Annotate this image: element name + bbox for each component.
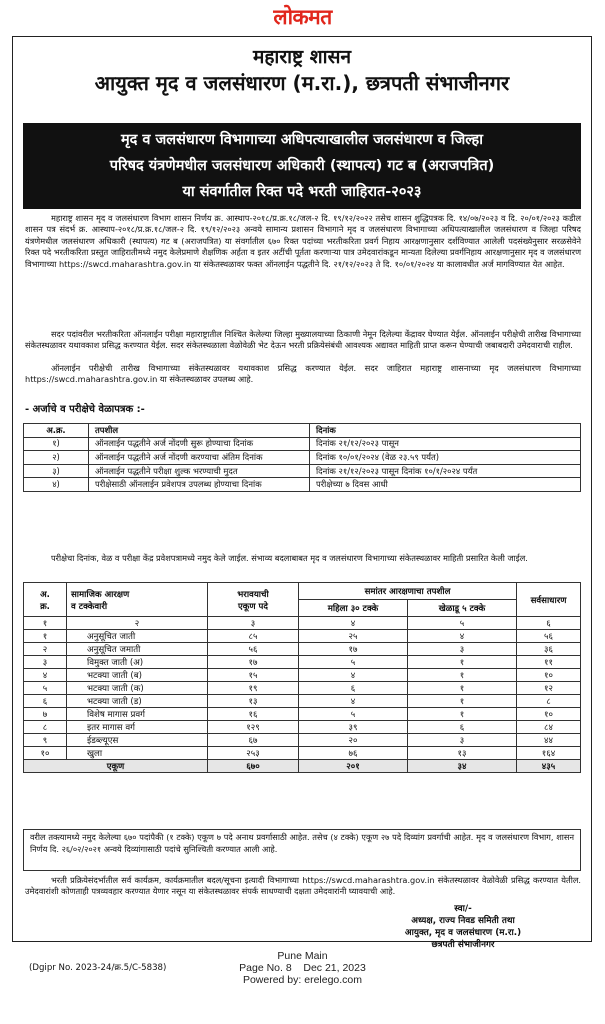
masthead — [0, 4, 605, 34]
table-row — [24, 669, 581, 682]
page-footer — [0, 950, 605, 986]
header-text: सामाजिक आरक्षण — [71, 589, 130, 600]
schedule-title: - अर्जाचे व परीक्षेचे वेळापत्रक :- — [25, 404, 145, 415]
cell: १० — [517, 708, 581, 721]
cell: अनुसूचित जमाती — [67, 643, 208, 656]
cell: ६७० — [208, 760, 299, 773]
banner-line-1: मृद व जलसंधारण विभागाच्या अधिपत्याखालील जलसंधारण व जिल्हा — [121, 132, 483, 148]
signature-mark: स्वा/- — [454, 904, 472, 914]
cell: परीक्षेच्या ७ दिवस आधी — [310, 478, 581, 492]
lokmat-logo: लोकमत — [273, 5, 332, 29]
header-text: एकूण पदे — [237, 601, 268, 612]
cell: ऑनलाईन पद्धतीने अर्ज नोंदणी सुरू होण्याचा दिनांक — [89, 437, 310, 451]
cell: ८ — [517, 695, 581, 708]
cell: १३ — [408, 747, 517, 760]
cell: परीक्षेसाठी ऑनलाईन प्रवेशपत्र उपलब्ध होण्याचा दिनांक — [89, 478, 310, 492]
cell: ४ — [408, 630, 517, 643]
cell: भटक्या जाती (ब) — [67, 669, 208, 682]
cell: विमुक्त जाती (अ) — [67, 656, 208, 669]
table-header-row — [24, 583, 581, 600]
page-date: Page No. 8 Dec 21, 2023 — [239, 962, 366, 974]
cell: ऑनलाईन पद्धतीने अर्ज नोंदणी करण्याचा अंतिम दिनांक — [89, 451, 310, 465]
cell: ६ — [517, 617, 581, 630]
cell: ३९ — [299, 721, 408, 734]
header-text: क्र. — [40, 601, 50, 612]
cell: ३४ — [408, 760, 517, 773]
cell: ३ — [408, 734, 517, 747]
cell: विशेष मागास प्रवर्ग — [67, 708, 208, 721]
cell: २) — [24, 451, 89, 465]
table-row — [24, 747, 581, 760]
banner-line-3: या संवर्गातील रिक्त पदे भरती जाहिरात-२०२३ — [182, 184, 422, 200]
cell: ५ — [299, 708, 408, 721]
cell: ४३५ — [517, 760, 581, 773]
cell: १ — [24, 617, 67, 630]
cell: भटक्या जाती (क) — [67, 682, 208, 695]
col-date: दिनांक — [310, 424, 581, 438]
table-row — [24, 630, 581, 643]
table-header-row — [24, 424, 581, 438]
cell: दिनांक १०/०१/२०२४ (वेळ २३.५९ पर्यंत) — [310, 451, 581, 465]
cell: १ — [408, 708, 517, 721]
table-index-row — [24, 617, 581, 630]
cell: ५ — [24, 682, 67, 695]
header-line-2: आयुक्त मृद व जलसंधारण (म.रा.), छत्रपती संभाजीनगर — [94, 71, 510, 95]
cell: १६४ — [517, 747, 581, 760]
table-row — [24, 734, 581, 747]
cell: दिनांक २१/१२/२०२३ पासून — [310, 437, 581, 451]
table-row — [24, 437, 581, 451]
exam-date-paragraph: परीक्षेचा दिनांक, वेळ व परीक्षा केंद्र प्रवेशपत्रामध्ये नमुद केले जाईल. संभाव्य बदलाबाबत मृद व जलसंधारण विभागाच्या संकेतस्थळावर माहिती प्रसारित केली जाईल. — [51, 553, 528, 563]
cell: ६ — [24, 695, 67, 708]
cell: ५ — [408, 617, 517, 630]
col-parallel: समांतर आरक्षणाचा तपशील — [299, 583, 517, 600]
signature-line-2: अध्यक्ष, राज्य निवड समिती तथा — [411, 916, 515, 926]
cell: दिनांक २१/१२/२०२३ पासून दिनांक १०/१/२०२४ पर्यंत — [310, 464, 581, 478]
cell: १३ — [208, 695, 299, 708]
intro-paragraph: महाराष्ट्र शासन मृद व जलसंधारण विभाग शासन निर्णय क्र. आस्थाप-२०१८/प्र.क्र.१८/जल-२ दि. १९/१२/२०२२ तसेच शासन शुद्धिपत्रक दि. १४/०७/२०२३ व दि. २०/०१/२०२३ कडील शासन पत्र संदर्भ क्र. आस्थाप-२०१८/प्र.क्र.१८/जल-२ दि. १९/१२/२०२३ अन्वये सामान्य प्रशासन विभागाने मृद व जलसंधारण विभागाच्या अधिपत्याखालील जलसंधारण व जिल्हा परिषद यंत्रणेमधील जलसंधारण अधिकारी (स्थापत्य) गट ब (अराजपत्रित) या संवर्गातील ६७० रिक्त पदांच्या भरतीकरिता प्रवर्ग निहाय आरक्षणानुसार दर्शविण्यात आलेली पदसंख्येनुसार सरळसेवेने रिक्त पदे भरतीकरिता प्रस्तुत जाहिरातीमध्ये नमुद केलेप्रमाणे शैक्षणिक अर्हता व इतर अटींची पूर्तता करणाऱ्या पात्र उमेदवारांकडून मान्यता दिलेल्या प्रवर्गनिहाय आरक्षणानुसार मृद व जलसंधारण विभागाच्या https://swcd.maharashtra.gov.in या संकेतस्थळावर फक्त ऑनलाईन पद्धतीने दि. २१/१२/२०२३ ते दि. १०/०१/२०२४ या कालावधीत अर्ज मागविण्यात येत आहेत. — [25, 213, 581, 269]
cell: १५ — [208, 669, 299, 682]
cell: १७ — [299, 643, 408, 656]
exam-paragraph: सदर पदांवरील भरतीकरिता ऑनलाईन परीक्षा महाराष्ट्रातील निश्चित केलेल्या जिल्हा मुख्यालयाच्या ठिकाणी नेमून दिलेल्या केंद्रावर घेण्यात येईल. ऑनलाईन परीक्षेची तारीख विभागाच्या संकेतस्थळावर यथावकाश प्रसिद्ध करण्यात येईल. सदर संकेतस्थळाला वेळोवेळी भेट देऊन भरती प्रक्रियेसंबंधी आवश्यक अद्यावत माहिती प्राप्त करून घेण्याची जबाबदारी उमेदवाराची राहील. — [25, 329, 581, 351]
total-label: एकूण — [24, 760, 208, 773]
cell: ३६ — [517, 643, 581, 656]
cell: २०१ — [299, 760, 408, 773]
banner-line-2: परिषद यंत्रणेमधील जलसंधारण अधिकारी (स्थापत्य) गट ब (अराजपत्रित) — [109, 158, 495, 174]
schedule-table — [23, 423, 581, 492]
col-sr — [24, 583, 67, 617]
cell: १ — [408, 656, 517, 669]
cell: २५३ — [208, 747, 299, 760]
col-detail: तपशील — [89, 424, 310, 438]
cell: अनुसूचित जाती — [67, 630, 208, 643]
col-general: सर्वसाधारण — [517, 583, 581, 617]
cell: ५ — [299, 656, 408, 669]
cell: १२ — [517, 682, 581, 695]
cell: २ — [24, 643, 67, 656]
header-text: भरावयाची — [237, 589, 269, 600]
note-box: वरील तक्त्यामध्ये नमुद केलेल्या ६७० पदांपैकी (१ टक्के) एकूण ७ पदे अनाथ प्रवर्गासाठी आहेत. तसेच (४ टक्के) एकूण २७ पदे दिव्यांग प्रवर्गाची आहेत. मृद व जलसंधारण विभाग, शासन निर्णय दि. २६/०२/२०२१ अन्वये दिव्यांगासाठी पदांचे सुनिश्चिती करण्यात आली आहे. — [23, 829, 581, 871]
cell: ५६ — [517, 630, 581, 643]
cell: १७ — [208, 656, 299, 669]
title-banner — [23, 123, 581, 209]
header-line-1: महाराष्ट्र शासन — [252, 46, 351, 68]
header-text: अ. — [40, 589, 50, 600]
cell: २० — [299, 734, 408, 747]
table-row — [24, 656, 581, 669]
table-row — [24, 464, 581, 478]
table-row — [24, 708, 581, 721]
table-row — [24, 451, 581, 465]
col-sports: खेळाडू ५ टक्के — [408, 600, 517, 617]
table-row — [24, 643, 581, 656]
cell: ५६ — [208, 643, 299, 656]
table-row — [24, 721, 581, 734]
cell: ६ — [408, 721, 517, 734]
col-women: महिला ३० टक्के — [299, 600, 408, 617]
cell: १ — [408, 669, 517, 682]
closing-paragraph: भरती प्रक्रियेसंदर्भातील सर्व कार्यक्रम, कार्यक्रमातील बदल/सूचना इत्यादी विभागाच्या https://swcd.maharashtra.gov.in संकेतस्थळावर वेळोवेळी प्रसिद्ध करण्यात येतील. उमेदवारांशी कोणताही पत्रव्यवहार करण्यात येणार नसून या संकेतस्थळावर संपर्क साधण्याची दक्षता उमेदवारांनी घ्यावयाची आहे. — [25, 875, 581, 897]
cell: १) — [24, 437, 89, 451]
cell: ९ — [24, 734, 67, 747]
cell: ३ — [208, 617, 299, 630]
cell: २ — [67, 617, 208, 630]
cell: ७ — [24, 708, 67, 721]
cell: ६ — [299, 682, 408, 695]
cell: इतर मागास वर्ग — [67, 721, 208, 734]
header-text: व टक्केवारी — [71, 601, 108, 612]
cell: १ — [408, 695, 517, 708]
cell: १० — [517, 669, 581, 682]
cell: ८ — [24, 721, 67, 734]
cell: ८४ — [517, 721, 581, 734]
cell: १९ — [208, 682, 299, 695]
cell: भटक्या जाती (ड) — [67, 695, 208, 708]
cell: १६ — [208, 708, 299, 721]
edition: Pune Main — [277, 950, 328, 962]
cell: ३ — [408, 643, 517, 656]
website-paragraph: ऑनलाईन परीक्षेची तारीख विभागाच्या संकेतस्थळावर यथावकाश प्रसिद्ध करण्यात येईल. सदर जाहिरात महाराष्ट्र शासनाच्या मृद जलसंधारण विभागाच्या https://swcd.maharashtra.gov.in या संकेतस्थळावर उपलब्ध आहे. — [25, 363, 581, 385]
cell: ८५ — [208, 630, 299, 643]
cell: ४) — [24, 478, 89, 492]
col-total-posts — [208, 583, 299, 617]
cell: ७६ — [299, 747, 408, 760]
powered-by: Powered by: erelego.com — [242, 974, 363, 986]
signature-line-3: आयुक्त, मृद व जलसंधारण (म.रा.) — [404, 928, 522, 938]
cell: १२९ — [208, 721, 299, 734]
cell: २५ — [299, 630, 408, 643]
cell: १० — [24, 747, 67, 760]
cell: १ — [408, 682, 517, 695]
cell: ४४ — [517, 734, 581, 747]
cell: ११ — [517, 656, 581, 669]
cell: ६७ — [208, 734, 299, 747]
cell: खुला — [67, 747, 208, 760]
cell: १ — [24, 630, 67, 643]
signature-line-4: छत्रपती संभाजीनगर — [431, 940, 495, 950]
table-row — [24, 695, 581, 708]
cell: ऑनलाईन पद्धतीने परीक्षा शुल्क भरण्याची मुदत — [89, 464, 310, 478]
cell: ४ — [299, 695, 408, 708]
reservation-table — [23, 582, 581, 773]
table-row — [24, 682, 581, 695]
cell: ४ — [24, 669, 67, 682]
cell: ४ — [299, 669, 408, 682]
cell: ३) — [24, 464, 89, 478]
table-total-row — [24, 760, 581, 773]
col-sr: अ.क्र. — [24, 424, 89, 438]
cell: ४ — [299, 617, 408, 630]
cell: ईडब्ल्यूएस — [67, 734, 208, 747]
cell: ३ — [24, 656, 67, 669]
col-category — [67, 583, 208, 617]
table-row — [24, 478, 581, 492]
dgipr-reference: (Dgipr No. 2023-24/क्र.5/C-5838) — [29, 963, 167, 973]
